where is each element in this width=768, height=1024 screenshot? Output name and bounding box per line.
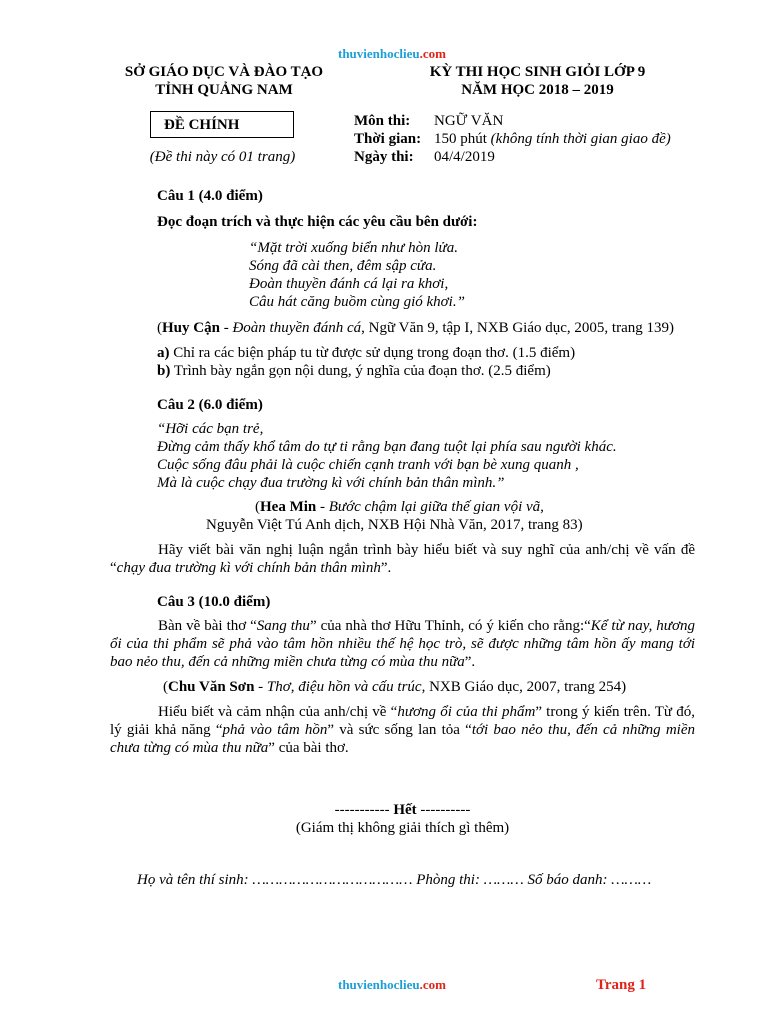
bottom-watermark [338, 976, 446, 994]
time-info [434, 130, 671, 148]
q2-quote-line: Mà là cuộc chạy đua trường kì với chính bản thân mình.” [157, 475, 505, 491]
q2-quote-line: “Hỡi các bạn trẻ, [157, 421, 264, 437]
dash: - [254, 679, 267, 695]
date-label: Ngày thi: [354, 149, 414, 165]
time-note: (không tính thời gian giao đề) [490, 131, 671, 147]
watermark-domain: .com [419, 46, 446, 61]
time-value: 150 phút [434, 131, 487, 147]
watermark-text: thuvienhoclieu [338, 977, 420, 992]
q3-task-q3: tới bao nẻo thu, đến cả những miền chưa từng có mùa thu nữa [110, 722, 695, 756]
q2-source-line2: Nguyễn Việt Tú Anh dịch, NXB Hội Nhà Văn, 2017, trang 83) [206, 517, 583, 533]
q3-intro-pre: Bàn về bài thơ “ [158, 618, 257, 634]
q2-quote-line: Đừng cảm thấy khổ tâm do tự ti rằng bạn đang tuột lại phía sau người khác. [157, 439, 617, 455]
q3-source-work: Thơ, điệu hồn và cấu trúc [266, 679, 422, 695]
q2-source-work: Bước chậm lại giữa thế gian vội vã, [328, 499, 544, 515]
q3-task [110, 703, 695, 757]
end-marker [110, 801, 695, 819]
q3-source [163, 678, 626, 696]
province-name: TỈNH QUẢNG NAM [155, 82, 293, 98]
time-label: Thời gian: [354, 131, 422, 147]
official-exam-box [150, 111, 294, 138]
q1-a-text: Chỉ ra các biện pháp tu từ được sử dụng trong đoạn thơ. (1.5 điểm) [169, 345, 576, 361]
q2-quote-line: Cuộc sống đâu phải là cuộc chiến cạnh tranh với bạn bè xung quanh , [157, 457, 579, 473]
q1-a-label: a) [157, 345, 170, 361]
q3-source-rest: , NXB Giáo dục, 2007, trang 254) [421, 679, 627, 695]
q3-source-author: Chu Văn Sơn [168, 679, 255, 695]
top-watermark [338, 45, 446, 63]
paren: ( [157, 320, 162, 336]
paren: ( [255, 499, 260, 515]
exam-name: KỲ THI HỌC SINH GIỎI LỚP 9 [429, 64, 646, 80]
q2-task [110, 541, 695, 577]
q1-part-a [157, 344, 575, 362]
q2-title: Câu 2 (6.0 điểm) [157, 397, 263, 413]
department-name: SỞ GIÁO DỤC VÀ ĐÀO TẠO [124, 64, 324, 80]
q3-intro [110, 617, 695, 671]
q1-title: Câu 1 (4.0 điểm) [157, 188, 263, 204]
q1-b-text: Trình bày ngắn gọn nội dung, ý nghĩa của đoạn thơ. (2.5 điểm) [170, 363, 551, 379]
q2-source-author: Hea Min [260, 499, 317, 515]
q3-task-p3: ” và sức sống lan tỏa “ [327, 722, 472, 738]
end-dashes-left: ----------- [334, 802, 390, 818]
q3-task-q2: phả vào tâm hồn [222, 722, 328, 738]
q3-task-p4: ” của bài thơ. [268, 740, 349, 756]
q1-source-rest: , Ngữ Văn 9, tập I, NXB Giáo dục, 2005, trang 139) [361, 320, 674, 336]
candidate-info-line: Họ và tên thí sinh: ……………………………… Phòng thi: ……… Số báo danh: ……… [137, 872, 652, 888]
q3-intro-quote: Kể từ nay, hương ổi của thi phẩm sẽ phả vào tâm hồn nhiều thế hệ học trò, sẽ được những tâm hồn ấy mang tới bao nẻo thu, đến cả những miền chưa từng có mùa thu nữa [110, 618, 695, 670]
q3-task-p1: Hiểu biết và cảm nhận của anh/chị về “ [158, 704, 398, 720]
dash: - [219, 320, 233, 336]
q1-poem-line: Câu hát căng buồm cùng gió khơi.” [249, 294, 465, 310]
q1-source-author: Huy Cận [162, 320, 220, 336]
end-dashes-right: ---------- [420, 802, 471, 818]
end-word: Hết [393, 802, 417, 818]
date-value: 04/4/2019 [434, 149, 495, 165]
q1-instruction: Đọc đoạn trích và thực hiện các yêu cầu bên dưới: [157, 214, 478, 230]
q3-intro-mid: ” của nhà thơ Hữu Thỉnh, có ý kiến cho rằng:“ [309, 618, 591, 634]
watermark-domain: .com [419, 977, 446, 992]
q3-title: Câu 3 (10.0 điểm) [157, 594, 271, 610]
q3-intro-poem: Sang thu [256, 618, 310, 634]
q2-task-pre: Hãy viết bài văn nghị luận ngắn trình bày hiểu biết và suy nghĩ của anh/chị về vấn đề “ [110, 542, 695, 576]
dash: - [316, 499, 329, 515]
school-year: NĂM HỌC 2018 – 2019 [461, 82, 614, 98]
q2-task-post: ”. [380, 560, 392, 576]
q1-poem-line: Sóng đã cài then, đêm sập cửa. [249, 258, 437, 274]
paren: ( [163, 679, 168, 695]
page-number: Trang 1 [596, 977, 647, 993]
q2-source-line1 [255, 498, 544, 516]
q3-task-q1: hương ổi của thi phẩm [397, 704, 536, 720]
proctor-note: (Giám thị không giải thích gì thêm) [295, 820, 510, 836]
q1-b-label: b) [157, 363, 171, 379]
q3-intro-end: ”. [464, 654, 476, 670]
q3-task-p2: ” trong ý kiến trên. Từ đó, lý giải khả năng “ [110, 704, 695, 738]
q1-part-b [157, 362, 551, 380]
q1-poem-line: Đoàn thuyền đánh cá lại ra khơi, [249, 276, 449, 292]
q1-source-work: Đoàn thuyền đánh cá [232, 320, 362, 336]
pages-note: (Đề thi này có 01 trang) [149, 149, 296, 165]
subject-label: Môn thi: [354, 113, 411, 129]
q1-poem-line: “Mặt trời xuống biển như hòn lửa. [249, 240, 458, 256]
official-label: ĐỀ CHÍNH [164, 117, 240, 133]
subject-value: NGỮ VĂN [434, 113, 504, 129]
watermark-text: thuvienhoclieu [338, 46, 420, 61]
q1-source [157, 319, 674, 337]
q2-task-quote: chạy đua trường kì với chính bản thân mình [116, 560, 381, 576]
